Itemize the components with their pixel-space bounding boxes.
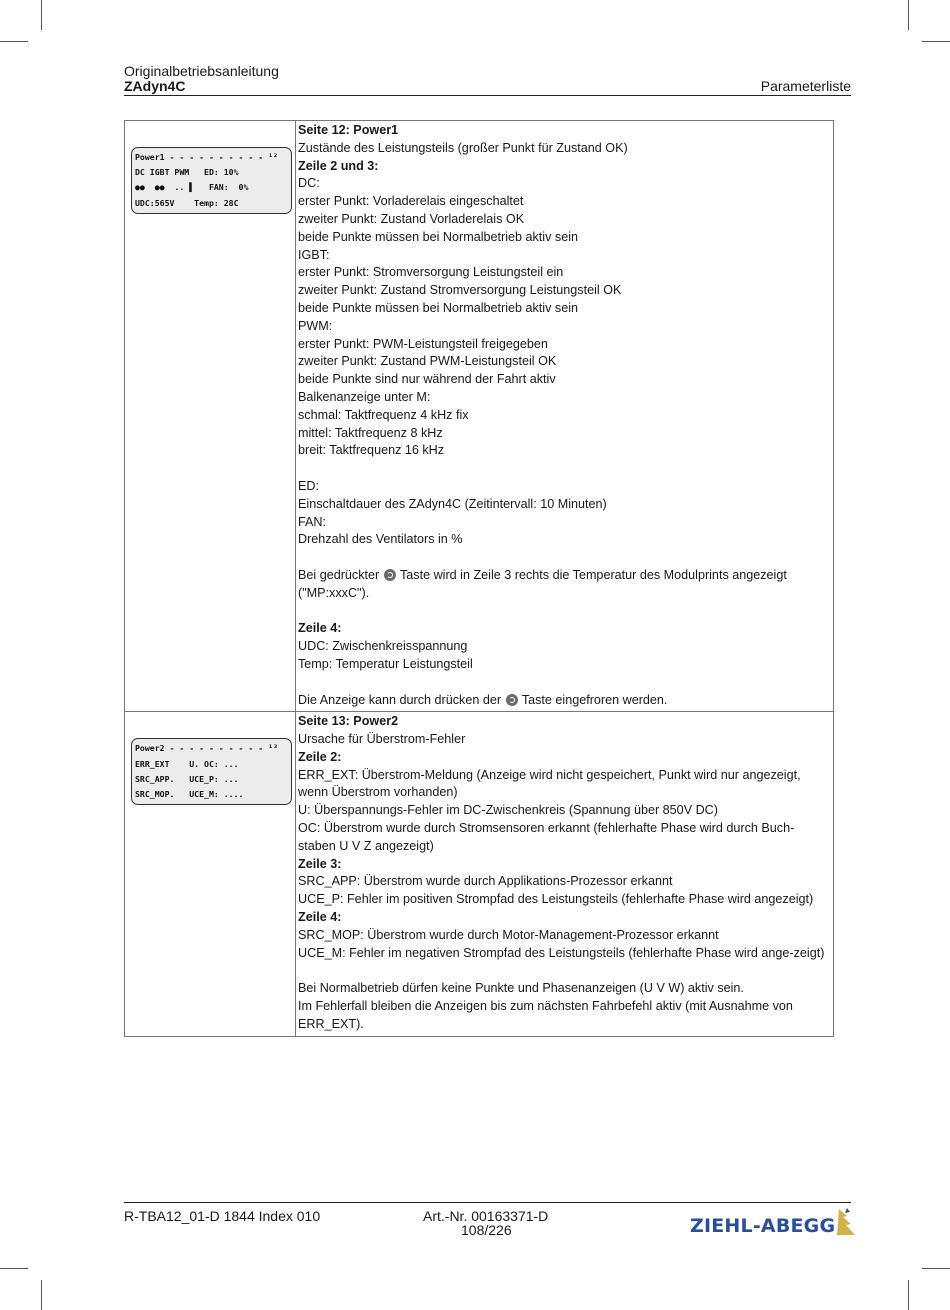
description-line: Temp: Temperatur Leistungsteil (298, 656, 473, 671)
crop-mark (41, 0, 42, 30)
description-line: UCE_P: Fehler im positiven Strompfad des Leistungsteils (fehlerhafte Phase wird angezeigt) (298, 892, 814, 907)
section-heading: Zeile 4: (298, 910, 342, 925)
enter-key-icon (506, 694, 518, 706)
section-heading: Seite 13: Power2 (298, 714, 399, 729)
description-line: Einschaltdauer des ZAdyn4C (Zeitintervall: 10 Minuten) (298, 496, 607, 511)
description-line: UCE_M: Fehler im negativen Strompfad des Leistungsteils (fehlerhafte Phase wird ange-zeigt) (298, 945, 825, 960)
lcd-line: SRC_APP. UCE_P: ... (135, 773, 239, 784)
lcd-line: SRC_MOP. UCE_M: .... (135, 788, 244, 799)
parameter-row (125, 121, 834, 712)
header-product-name: ZAdyn4C (124, 78, 186, 94)
description-line: zweiter Punkt: Zustand Stromversorgung Leistungsteil OK (298, 283, 622, 298)
crop-mark (922, 41, 950, 42)
section-heading: Zeile 4: (298, 621, 342, 636)
crop-mark (0, 1268, 28, 1269)
description-line: ED: (298, 478, 319, 493)
enter-key-icon (384, 569, 396, 581)
description-line: Zustände des Leistungsteils (großer Punkt für Zustand OK) (298, 140, 628, 155)
footer-divider (124, 1202, 851, 1203)
description-line: Balkenanzeige unter M: (298, 389, 431, 404)
section-heading: Zeile 2: (298, 749, 342, 764)
header-divider (124, 95, 851, 96)
crop-mark (922, 1268, 950, 1269)
description-line: zweiter Punkt: Zustand Vorladerelais OK (298, 211, 525, 226)
description-line: SRC_MOP: Überstrom wurde durch Motor-Management-Prozessor erkannt (298, 927, 719, 942)
description-line: Bei Normalbetrieb dürfen keine Punkte und Phasenanzeigen (U V W) aktiv sein. (298, 981, 744, 996)
lcd-display-preview (131, 738, 292, 805)
description-line (298, 674, 829, 692)
footer-page-number: 108/226 (461, 1222, 512, 1238)
lcd-line: Power1 - - - - - - - - - - ¹² (135, 152, 278, 162)
crop-mark (41, 1280, 42, 1310)
description-line: beide Punkte müssen bei Normalbetrieb aktiv sein (298, 229, 579, 244)
description-line: zweiter Punkt: Zustand PWM-Leistungsteil OK (298, 354, 557, 369)
lcd-line: ●● ●● .. ▌ FAN: 0% (135, 182, 249, 193)
lcd-line: DC IGBT PWM ED: 10% (135, 167, 239, 178)
description-line: erster Punkt: Stromversorgung Leistungsteil ein (298, 265, 564, 280)
description-line: beide Punkte müssen bei Normalbetrieb aktiv sein (298, 300, 579, 315)
description-line (298, 460, 829, 478)
description-line: Im Fehlerfall bleiben die Anzeigen bis zum nächsten Fahrbefehl aktiv (mit Ausnahme von ERR_EXT). (298, 999, 793, 1031)
description-line: schmal: Taktfrequenz 4 kHz fix (298, 407, 469, 422)
description-line: IGBT: (298, 247, 330, 262)
display-cell (125, 712, 296, 1036)
parameter-row (125, 712, 834, 1036)
header-section-title: Parameterliste (760, 78, 851, 94)
description-line: erster Punkt: PWM-Leistungsteil freigegeben (298, 336, 548, 351)
parameter-table (124, 120, 834, 1037)
description-line: Ursache für Überstrom-Fehler (298, 732, 466, 747)
description-line: PWM: (298, 318, 333, 333)
description-line: FAN: (298, 514, 326, 529)
description-line: beide Punkte sind nur während der Fahrt aktiv (298, 372, 556, 387)
description-line: OC: Überstrom wurde durch Stromsensoren erkannt (fehlerhafte Phase wird durch Buch-staben U V Z angezeigt) (298, 821, 795, 853)
footer-document-id: R-TBA12_01-D 1844 Index 010 (124, 1208, 321, 1224)
description-line: Bei gedrückter Taste wird in Zeile 3 rechts die Temperatur des Modulprints angezeigt ("MP:xxxC"). (298, 567, 787, 600)
description-line: SRC_APP: Überstrom wurde durch Applikations-Prozessor erkannt (298, 874, 673, 889)
description-line: Drehzahl des Ventilators in % (298, 532, 463, 547)
lcd-line: Power2 - - - - - - - - - - ¹³ (135, 743, 278, 754)
crop-mark (908, 1280, 909, 1310)
description-line: erster Punkt: Vorladerelais eingeschaltet (298, 194, 524, 209)
description-line: mittel: Taktfrequenz 8 kHz (298, 425, 443, 440)
description-line: breit: Taktfrequenz 16 kHz (298, 443, 445, 458)
description-line (298, 962, 829, 980)
description-cell (296, 712, 834, 1036)
crop-mark (908, 0, 909, 30)
header-document-type: Originalbetriebsanleitung (124, 63, 279, 79)
section-heading: Zeile 3: (298, 856, 342, 871)
ziehl-abegg-logo: ZIEHL-ABEGG (690, 1207, 859, 1237)
description-line: Die Anzeige kann durch drücken der Taste eingefroren werden. (298, 692, 668, 707)
description-line: UDC: Zwischenkreisspannung (298, 639, 468, 654)
description-line: ERR_EXT: Überstrom-Meldung (Anzeige wird nicht gespeichert, Punkt wird nur angezeigt, wenn Überstrom vorhanden) (298, 767, 801, 800)
description-line (298, 603, 829, 621)
description-cell (296, 121, 834, 712)
description-line (298, 549, 829, 567)
crop-mark (0, 41, 28, 42)
lcd-line: ERR_EXT U. OC: ... (135, 758, 239, 769)
logo-emblem-icon (835, 1207, 859, 1237)
description-line: DC: (298, 176, 320, 191)
section-heading: Zeile 2 und 3: (298, 158, 379, 173)
lcd-display-preview (131, 147, 292, 214)
footer-article-number: Art.-Nr. 00163371-D (423, 1208, 549, 1224)
description-line: U: Überspannungs-Fehler im DC-Zwischenkreis (Spannung über 850V DC) (298, 803, 718, 818)
section-heading: Seite 12: Power1 (298, 123, 399, 137)
display-cell (125, 121, 296, 712)
lcd-line: UDC:565V Temp: 28C (135, 197, 239, 208)
